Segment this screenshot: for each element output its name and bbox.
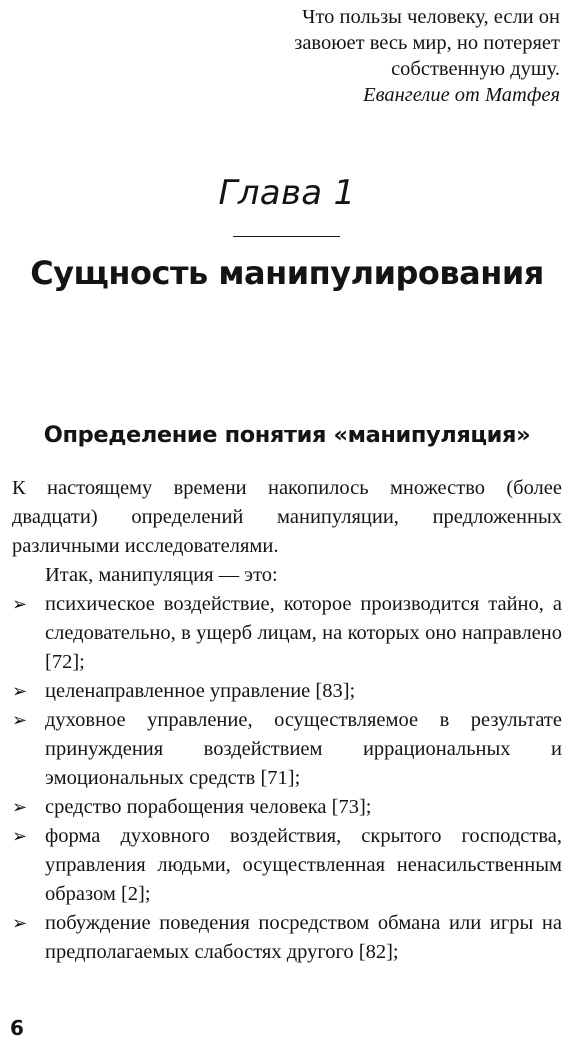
- arrowhead-bullet-icon: ➢: [12, 681, 28, 702]
- epigraph-quote: Что пользы человеку, если он завоюет весь мир, но потеряет собственную душу.: [294, 6, 560, 80]
- intro-paragraph: К настоящему времени накопилось множество (более двадцати) определений манипуляции, предложенных различными исследователями.: [12, 477, 562, 557]
- list-item: [12, 909, 562, 967]
- section-title: Определение понятия «манипуляция»: [43, 422, 531, 448]
- chapter-title: Сущность манипулирования: [30, 254, 544, 292]
- definition-list: [12, 590, 562, 967]
- arrowhead-bullet-icon: ➢: [12, 913, 28, 934]
- list-item-text: средство порабощения человека [73];: [45, 796, 372, 818]
- list-item-text: психическое воздействие, которое производится тайно, а следовательно, в ущерб лицам, на которых оно направлено [72];: [45, 593, 562, 673]
- chapter-divider: [233, 236, 340, 237]
- list-item: [12, 590, 562, 677]
- arrowhead-bullet-icon: ➢: [12, 710, 28, 731]
- body-text: [12, 474, 562, 967]
- list-item-text: духовное управление, осуществляемое в результате принуждения воздействием иррациональных и эмоциональных средств [71];: [45, 709, 562, 789]
- list-item: [12, 706, 562, 793]
- arrowhead-bullet-icon: ➢: [12, 594, 28, 615]
- arrowhead-bullet-icon: ➢: [12, 826, 28, 847]
- list-item: [12, 822, 562, 909]
- list-item-text: побуждение поведения посредством обмана или игры на предполагаемых слабостях другого [82];: [45, 912, 562, 963]
- lead-paragraph: Итак, манипуляция — это:: [45, 564, 278, 586]
- epigraph-source: Евангелие от Матфея: [363, 84, 560, 106]
- epigraph: [230, 4, 560, 108]
- page-number: 6: [10, 1016, 24, 1040]
- list-item: [12, 677, 562, 706]
- list-item-text: целенаправленное управление [83];: [45, 680, 356, 702]
- arrowhead-bullet-icon: ➢: [12, 797, 28, 818]
- chapter-label: Глава 1: [218, 173, 356, 213]
- list-item-text: форма духовного воздействия, скрытого господства, управления людьми, осуществленная ненасильственным образом [2];: [45, 825, 562, 905]
- list-item: [12, 793, 562, 822]
